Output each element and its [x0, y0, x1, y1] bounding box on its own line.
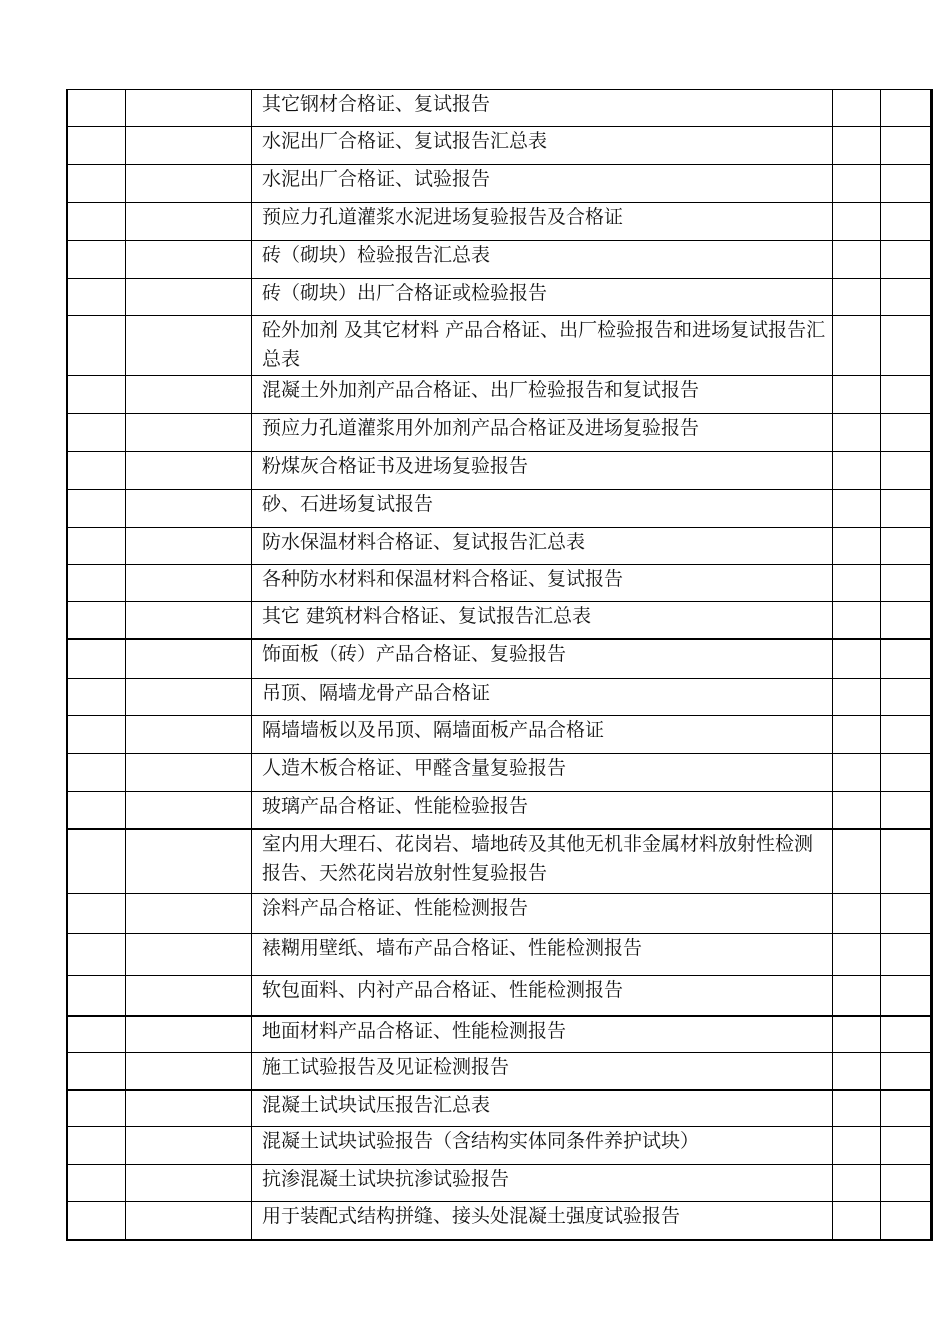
row-index-cell	[67, 679, 126, 716]
row-index-cell	[67, 279, 126, 316]
table-row	[67, 602, 932, 639]
row-code-cell	[126, 279, 252, 316]
row-index-cell	[67, 316, 126, 376]
row-check-cell	[833, 1016, 881, 1053]
row-check-cell	[833, 452, 881, 490]
row-remark-cell	[881, 376, 932, 414]
row-check-cell	[833, 1090, 881, 1127]
row-code-cell	[126, 792, 252, 829]
row-remark-cell	[881, 1053, 932, 1090]
document-name-cell: 防水保温材料合格证、复试报告汇总表	[252, 528, 833, 565]
document-name-cell: 其它钢材合格证、复试报告	[252, 90, 833, 127]
row-remark-cell	[881, 934, 932, 976]
table-row	[67, 279, 932, 316]
table-row	[67, 1090, 932, 1127]
table-row	[67, 976, 932, 1016]
document-name-cell: 水泥出厂合格证、试验报告	[252, 165, 833, 203]
document-name-cell: 人造木板合格证、甲醛含量复验报告	[252, 754, 833, 792]
row-remark-cell	[881, 639, 932, 679]
row-code-cell	[126, 241, 252, 279]
row-index-cell	[67, 490, 126, 528]
row-code-cell	[126, 1127, 252, 1165]
table-row	[67, 1202, 932, 1240]
table-row	[67, 679, 932, 716]
row-code-cell	[126, 679, 252, 716]
row-check-cell	[833, 1127, 881, 1165]
row-index-cell	[67, 1090, 126, 1127]
table-body	[67, 90, 932, 1240]
row-check-cell	[833, 127, 881, 165]
row-code-cell	[126, 1053, 252, 1090]
table-row	[67, 127, 932, 165]
document-name-cell: 地面材料产品合格证、性能检测报告	[252, 1016, 833, 1053]
row-index-cell	[67, 127, 126, 165]
document-name-cell: 饰面板（砖）产品合格证、复验报告	[252, 639, 833, 679]
row-check-cell	[833, 679, 881, 716]
row-index-cell	[67, 602, 126, 639]
row-index-cell	[67, 376, 126, 414]
row-check-cell	[833, 716, 881, 754]
row-code-cell	[126, 490, 252, 528]
row-index-cell	[67, 1016, 126, 1053]
row-check-cell	[833, 1165, 881, 1202]
row-index-cell	[67, 241, 126, 279]
row-check-cell	[833, 90, 881, 127]
row-check-cell	[833, 754, 881, 792]
document-name-cell: 隔墙墙板以及吊顶、隔墙面板产品合格证	[252, 716, 833, 754]
document-name-cell: 用于装配式结构拼缝、接头处混凝土强度试验报告	[252, 1202, 833, 1240]
row-code-cell	[126, 754, 252, 792]
row-remark-cell	[881, 90, 932, 127]
row-check-cell	[833, 829, 881, 894]
document-name-cell: 预应力孔道灌浆水泥进场复验报告及合格证	[252, 203, 833, 241]
row-check-cell	[833, 528, 881, 565]
document-name-cell: 涂料产品合格证、性能检测报告	[252, 894, 833, 934]
row-check-cell	[833, 934, 881, 976]
row-check-cell	[833, 602, 881, 639]
row-code-cell	[126, 1165, 252, 1202]
row-remark-cell	[881, 1202, 932, 1240]
row-index-cell	[67, 829, 126, 894]
row-index-cell	[67, 754, 126, 792]
row-remark-cell	[881, 316, 932, 376]
row-check-cell	[833, 203, 881, 241]
row-code-cell	[126, 829, 252, 894]
row-remark-cell	[881, 792, 932, 829]
row-remark-cell	[881, 528, 932, 565]
row-index-cell	[67, 894, 126, 934]
table-row	[67, 241, 932, 279]
row-index-cell	[67, 528, 126, 565]
row-index-cell	[67, 203, 126, 241]
table-row	[67, 934, 932, 976]
document-name-cell: 施工试验报告及见证检测报告	[252, 1053, 833, 1090]
table-row	[67, 90, 932, 127]
row-code-cell	[126, 1090, 252, 1127]
document-name-cell: 室内用大理石、花岗岩、墙地砖及其他无机非金属材料放射性检测报告、天然花岗岩放射性复验报告	[252, 829, 833, 894]
row-index-cell	[67, 1127, 126, 1165]
row-check-cell	[833, 1202, 881, 1240]
table-row	[67, 165, 932, 203]
row-code-cell	[126, 1202, 252, 1240]
row-remark-cell	[881, 679, 932, 716]
table-row	[67, 1016, 932, 1053]
document-name-cell: 软包面料、内衬产品合格证、性能检测报告	[252, 976, 833, 1016]
row-code-cell	[126, 165, 252, 203]
row-remark-cell	[881, 203, 932, 241]
row-check-cell	[833, 490, 881, 528]
row-index-cell	[67, 639, 126, 679]
row-remark-cell	[881, 976, 932, 1016]
row-code-cell	[126, 452, 252, 490]
row-index-cell	[67, 90, 126, 127]
row-code-cell	[126, 894, 252, 934]
table-row	[67, 716, 932, 754]
document-name-cell: 吊顶、隔墙龙骨产品合格证	[252, 679, 833, 716]
table-row	[67, 203, 932, 241]
table-row	[67, 1053, 932, 1090]
row-check-cell	[833, 792, 881, 829]
row-check-cell	[833, 376, 881, 414]
document-name-cell: 砖（砌块）出厂合格证或检验报告	[252, 279, 833, 316]
row-code-cell	[126, 565, 252, 602]
row-code-cell	[126, 203, 252, 241]
row-index-cell	[67, 934, 126, 976]
document-name-cell: 砼外加剂 及其它材料 产品合格证、出厂检验报告和进场复试报告汇总表	[252, 316, 833, 376]
row-remark-cell	[881, 241, 932, 279]
row-code-cell	[126, 376, 252, 414]
row-remark-cell	[881, 1016, 932, 1053]
row-remark-cell	[881, 452, 932, 490]
row-remark-cell	[881, 894, 932, 934]
row-check-cell	[833, 894, 881, 934]
document-name-cell: 玻璃产品合格证、性能检验报告	[252, 792, 833, 829]
row-check-cell	[833, 976, 881, 1016]
row-code-cell	[126, 639, 252, 679]
table-row	[67, 1127, 932, 1165]
row-index-cell	[67, 792, 126, 829]
document-name-cell: 砖（砌块）检验报告汇总表	[252, 241, 833, 279]
document-name-cell: 预应力孔道灌浆用外加剂产品合格证及进场复验报告	[252, 414, 833, 452]
row-index-cell	[67, 1053, 126, 1090]
table-row	[67, 829, 932, 894]
table-row	[67, 452, 932, 490]
row-remark-cell	[881, 602, 932, 639]
row-remark-cell	[881, 565, 932, 602]
row-remark-cell	[881, 127, 932, 165]
row-remark-cell	[881, 1090, 932, 1127]
row-code-cell	[126, 414, 252, 452]
document-name-cell: 各种防水材料和保温材料合格证、复试报告	[252, 565, 833, 602]
row-code-cell	[126, 716, 252, 754]
row-code-cell	[126, 528, 252, 565]
row-check-cell	[833, 241, 881, 279]
row-check-cell	[833, 279, 881, 316]
document-name-cell: 混凝土外加剂产品合格证、出厂检验报告和复试报告	[252, 376, 833, 414]
row-remark-cell	[881, 754, 932, 792]
material-documents-table	[66, 89, 933, 1241]
table-row	[67, 894, 932, 934]
row-remark-cell	[881, 279, 932, 316]
table-row	[67, 316, 932, 376]
row-code-cell	[126, 602, 252, 639]
row-remark-cell	[881, 165, 932, 203]
table-row	[67, 565, 932, 602]
row-code-cell	[126, 316, 252, 376]
document-name-cell: 粉煤灰合格证书及进场复验报告	[252, 452, 833, 490]
row-index-cell	[67, 716, 126, 754]
table-row	[67, 414, 932, 452]
row-check-cell	[833, 165, 881, 203]
document-name-cell: 混凝土试块试压报告汇总表	[252, 1090, 833, 1127]
row-code-cell	[126, 127, 252, 165]
document-name-cell: 其它 建筑材料合格证、复试报告汇总表	[252, 602, 833, 639]
row-check-cell	[833, 639, 881, 679]
row-index-cell	[67, 565, 126, 602]
row-remark-cell	[881, 414, 932, 452]
row-code-cell	[126, 976, 252, 1016]
row-remark-cell	[881, 716, 932, 754]
document-name-cell: 水泥出厂合格证、复试报告汇总表	[252, 127, 833, 165]
row-index-cell	[67, 165, 126, 203]
document-name-cell: 混凝土试块试验报告（含结构实体同条件养护试块）	[252, 1127, 833, 1165]
row-index-cell	[67, 976, 126, 1016]
table-row	[67, 754, 932, 792]
row-check-cell	[833, 316, 881, 376]
table-row	[67, 528, 932, 565]
row-code-cell	[126, 934, 252, 976]
row-check-cell	[833, 1053, 881, 1090]
row-remark-cell	[881, 829, 932, 894]
row-remark-cell	[881, 1127, 932, 1165]
table-row	[67, 792, 932, 829]
row-index-cell	[67, 414, 126, 452]
row-check-cell	[833, 414, 881, 452]
row-index-cell	[67, 1165, 126, 1202]
row-check-cell	[833, 565, 881, 602]
table-row	[67, 376, 932, 414]
row-index-cell	[67, 1202, 126, 1240]
row-index-cell	[67, 452, 126, 490]
row-remark-cell	[881, 1165, 932, 1202]
document-name-cell: 砂、石进场复试报告	[252, 490, 833, 528]
document-name-cell: 裱糊用壁纸、墙布产品合格证、性能检测报告	[252, 934, 833, 976]
table-row	[67, 639, 932, 679]
row-code-cell	[126, 90, 252, 127]
table-row	[67, 490, 932, 528]
table-row	[67, 1165, 932, 1202]
row-remark-cell	[881, 490, 932, 528]
document-name-cell: 抗渗混凝土试块抗渗试验报告	[252, 1165, 833, 1202]
row-code-cell	[126, 1016, 252, 1053]
